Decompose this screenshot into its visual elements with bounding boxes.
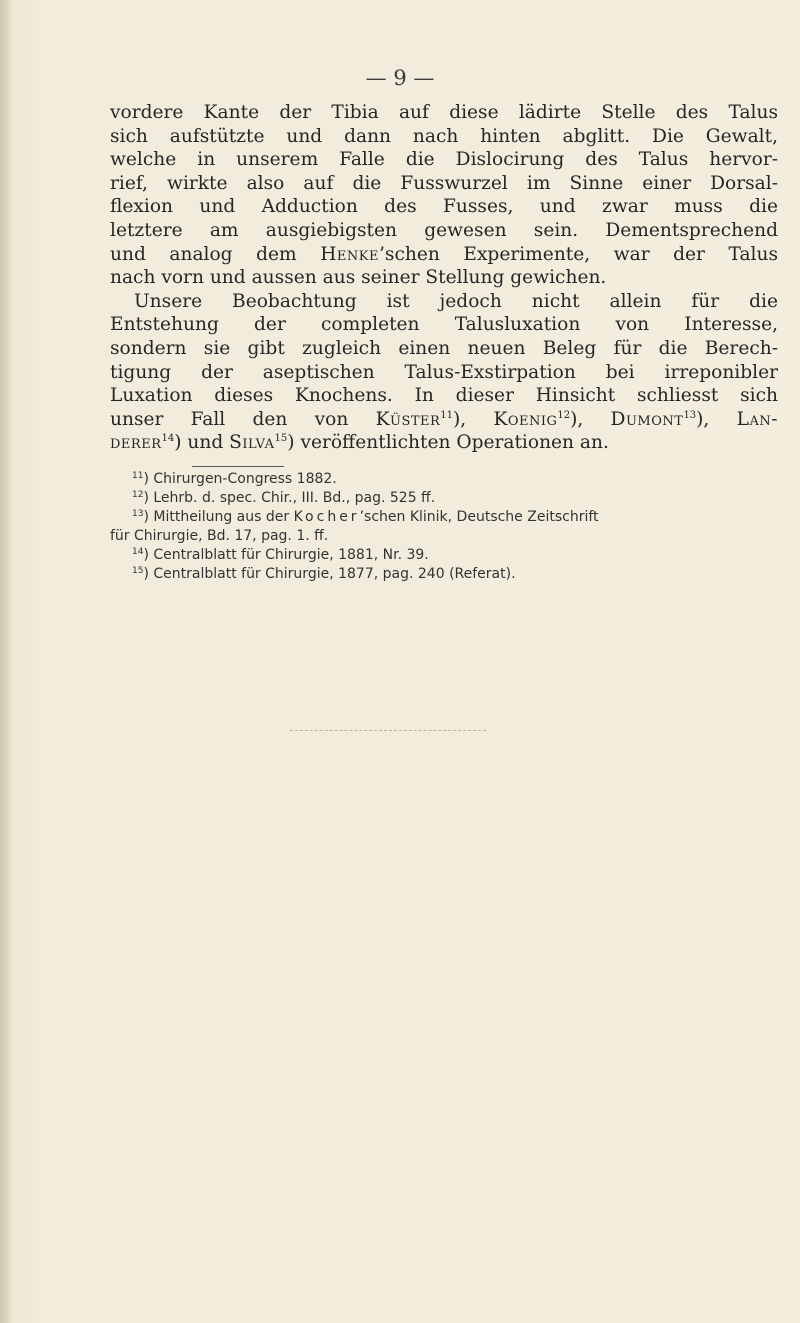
text-line: sich aufstützte und dann nach hinten abglitt. Die Gewalt, (110, 125, 778, 147)
footnote-item: $^{15}$) Centralblatt für Chirurgie, 1877, pag. 240 (Referat). (132, 566, 516, 582)
author-name-dumont: Dumont (610, 408, 684, 430)
footnote-text: Mittheilung aus der (153, 509, 290, 525)
footnote-text: Chirurgen-Congress 1882. (153, 471, 337, 487)
footnote-text: Centralblatt für Chirurgie, 1877, pag. 240 (Referat). (153, 566, 516, 582)
footnote-mark: 15 (132, 566, 144, 576)
text-line: letztere am ausgiebigsten gewesen sein. Dementsprechend (110, 219, 778, 241)
author-name-landerer-part1: Lan- (736, 408, 778, 430)
footnote-ref: 15 (274, 433, 288, 445)
footnote-ref: 12 (557, 409, 571, 421)
footnotes (110, 470, 780, 584)
body-paragraphs (110, 101, 778, 455)
footnote-item: $^{13}$) Mittheilung aus der Kocher’schen Klinik, Deutsche Zeitschrift (132, 509, 599, 525)
page-spine-shadow (0, 0, 10, 1323)
author-name-landerer-part2: derer (110, 432, 162, 454)
text-line: nach vorn und aussen aus seiner Stellung gewichen. (110, 267, 607, 289)
text-fragment: und (187, 432, 224, 454)
author-name-koenig: Koenig (493, 408, 558, 430)
footnote-ref: 14 (161, 433, 175, 445)
footnote-ref: 13 (683, 409, 697, 421)
footnote-text: Centralblatt für Chirurgie, 1881, Nr. 39. (153, 547, 429, 563)
text-line: derer$^{14}$) und Silva$^{15}$) veröffentlichten Operationen an. (110, 432, 609, 454)
text-line: rief, wirkte also auf die Fusswurzel im Sinne einer Dorsal- (110, 172, 778, 194)
text-line: Unsere Beobachtung ist jedoch nicht allein für die (134, 290, 778, 312)
footnote-continuation: für Chirurgie, Bd. 17, pag. 1. ff. (110, 528, 329, 544)
text-line: welche in unserem Falle die Dislocirung des Talus hervor- (110, 149, 778, 171)
text-line: Entstehung der completen Talusluxation von Interesse, (110, 314, 778, 336)
text-line: unser Fall den von Küster$^{11}$), Koenig$^{12}$), Dumont$^{13}$), Lan- (110, 408, 778, 430)
author-name-kuester: Küster (375, 408, 441, 430)
text-line: sondern sie gibt zugleich einen neuen Beleg für die Berech- (110, 337, 778, 359)
text-line (110, 243, 778, 267)
text-line: tigung der aseptischen Talus-Exstirpation bei irreponibler (110, 361, 778, 383)
footnote-ref: 11 (440, 409, 454, 421)
text-line: Luxation dieses Knochens. In dieser Hinsicht schliesst sich (110, 385, 778, 407)
footnote-item: $^{14}$) Centralblatt für Chirurgie, 1881, Nr. 39. (132, 547, 429, 563)
author-name-silva: Silva (229, 432, 275, 454)
text-fragment: veröffentlichten Operationen an. (300, 432, 609, 454)
text-line: flexion und Adduction des Fusses, und zwar muss die (110, 196, 778, 218)
text-fragment: ’schen Experimente, war der Talus (379, 243, 778, 265)
footnote-name-kocher: Kocher (293, 509, 360, 525)
faint-bottom-line (290, 730, 486, 731)
text-line: vordere Kante der Tibia auf diese lädirte Stelle des Talus (110, 102, 778, 123)
text-fragment: und analog dem (110, 243, 297, 265)
author-name-henke: Henke (320, 243, 380, 265)
footnote-text: ’schen Klinik, Deutsche Zeitschrift (359, 509, 599, 525)
footnote-mark: 13 (132, 509, 144, 519)
footnote-item: $^{12}$) Lehrb. d. spec. Chir., III. Bd., pag. 525 ff. (132, 490, 436, 506)
footnote-mark: 14 (132, 547, 144, 557)
page-number: — 9 — (365, 66, 435, 90)
footnote-item: $^{11}$) Chirurgen-Congress 1882. (132, 471, 337, 487)
footnote-text: Lehrb. d. spec. Chir., III. Bd., pag. 525 ff. (153, 490, 436, 506)
footnote-mark: 11 (132, 471, 144, 481)
footnote-mark: 12 (132, 490, 144, 500)
text-fragment: unser Fall den von (110, 408, 349, 430)
footnote-separator (192, 466, 284, 467)
